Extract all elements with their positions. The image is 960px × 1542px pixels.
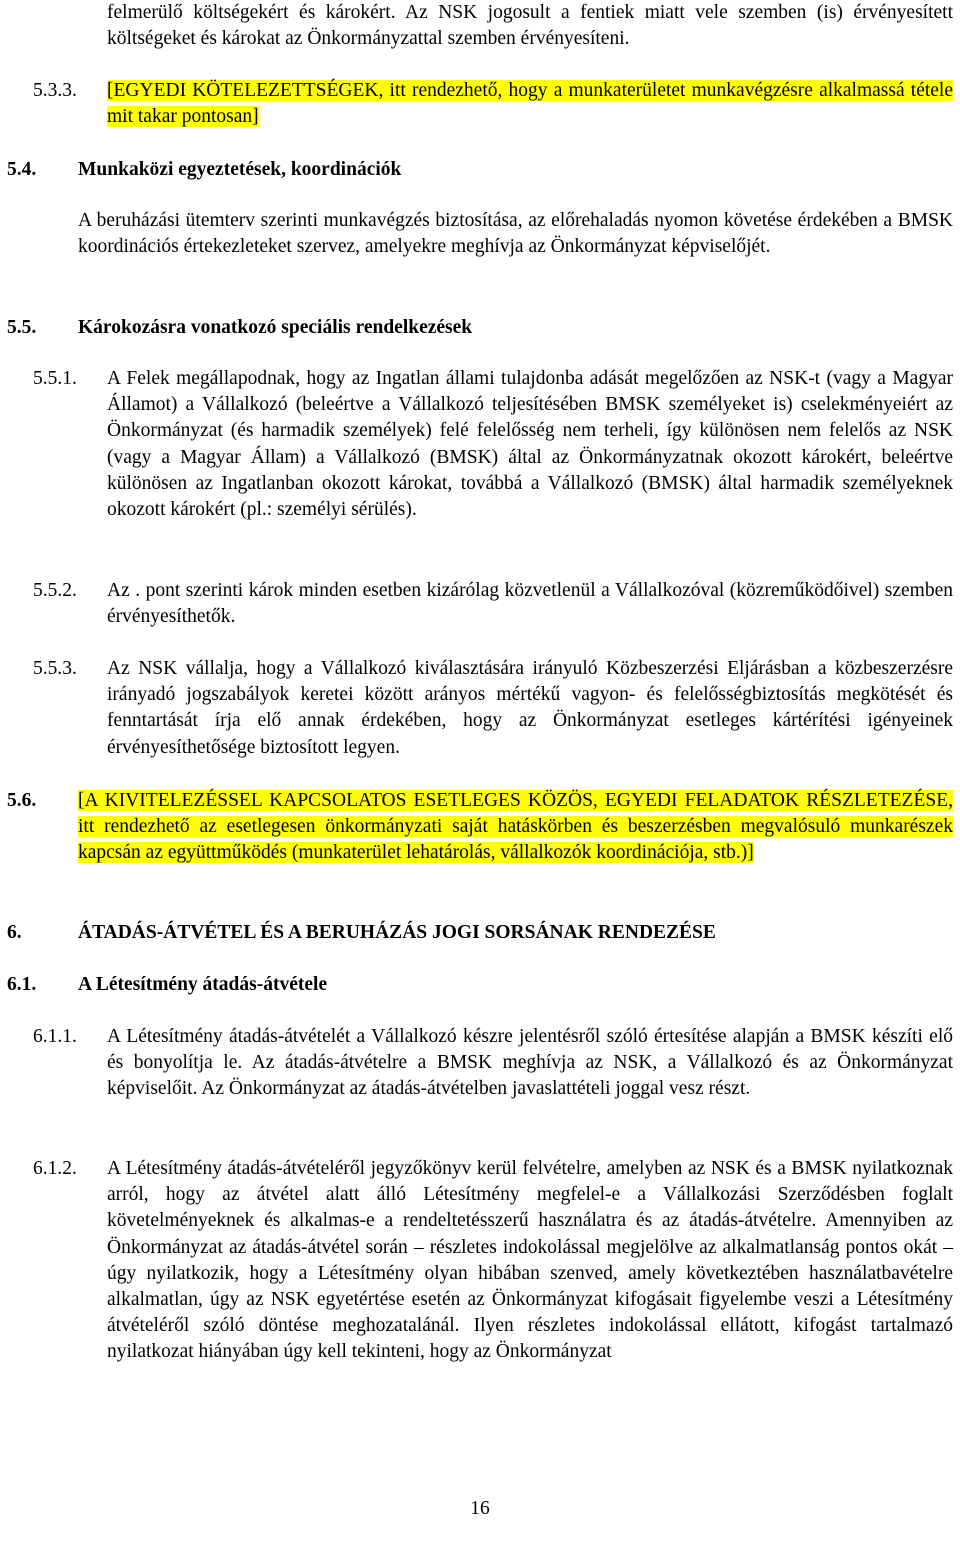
- section-heading-5-5: Károkozásra vonatkozó speciális rendelkezések: [78, 317, 473, 338]
- section-number-5-4: 5.4.: [7, 159, 37, 180]
- section-5-5-3-text: Az NSK vállalja, hogy a Vállalkozó kiválasztására irányuló Közbeszerzési Eljárásban a közbeszerzésre irányadó jogszabályok keretei között arányos mértékű vagyon- és felelősségbiztosítás megkötését és fenntartását írja elő annak érdekében, hogy az Önkormányzat esetleges kártérítési igényeinek érvényesíthetősége biztosított legyen.: [107, 658, 953, 758]
- section-5-5-2-text: Az . pont szerinti károk minden esetben kizárólag közvetlenül a Vállalkozóval (közreműködőivel) szemben érvényesíthetők.: [107, 580, 953, 628]
- section-5-4-body: A beruházási ütemterv szerinti munkavégzés biztosítása, az előrehaladás nyomon követése érdekében a BMSK koordinációs értekezleteket szervez, amelyekre meghívja az Önkormányzat képviselőjét.: [78, 210, 953, 258]
- section-number-6: 6.: [7, 922, 22, 943]
- section-number-6-1: 6.1.: [7, 974, 37, 995]
- section-heading-6-1: A Létesítmény átadás-átvétele: [78, 974, 328, 995]
- section-5-5-1-text: A Felek megállapodnak, hogy az Ingatlan állami tulajdonba adását megelőzően az NSK-t (vagy a Magyar Államot) a Vállalkozó (beleértve a Vállalkozó teljesítésében BMSK személyeket is) cselekményeiért az Önkormányzat (és harmadik személyek) felé felelősség nem terheli, így különösen nem felelős az NSK (vagy a Magyar Állam) a Vállalkozó (BMSK) által az Önkormányzatnak okozott károkért, beleértve különösen az Ingatlanban okozott károkat, továbbá a Vállalkozó (BMSK) által harmadik személyeknek okozott károkért (pl.: személyi sérülés).: [107, 368, 953, 521]
- section-number-6-1-1: 6.1.1.: [33, 1026, 77, 1047]
- section-number-5-5: 5.5.: [7, 317, 37, 338]
- section-heading-5-4: Munkaközi egyeztetések, koordinációk: [78, 159, 402, 180]
- section-number-5-5-1: 5.5.1.: [33, 368, 77, 389]
- section-number-5-5-3: 5.5.3.: [33, 658, 77, 679]
- chapter-heading-6: ÁTADÁS-ÁTVÉTEL ÉS A BERUHÁZÁS JOGI SORSÁNAK RENDEZÉSE: [78, 922, 716, 943]
- section-5-3-3-text: [107, 78, 953, 130]
- section-number-5-3-3: 5.3.3.: [33, 80, 77, 101]
- highlighted-placeholder: [A KIVITELEZÉSSEL KAPCSOLATOS ESETLEGES KÖZÖS, EGYEDI FELADATOK RÉSZLETEZÉSE, itt rendezhető az esetlegesen önkormányzati saját hatáskörben és beszerzésben megvalósuló munkarészek kapcsán az együttműködés (munkaterület lehatárolás, vállalkozók koordinációja, stb.)]: [78, 790, 953, 864]
- section-number-5-5-2: 5.5.2.: [33, 580, 77, 601]
- highlighted-placeholder: [EGYEDI KÖTELEZETTSÉGEK, itt rendezhető, hogy a munkaterületet munkavégzésre alkalmassá tétele mit takar pontosan]: [107, 80, 953, 128]
- page-number: 16: [470, 1498, 490, 1519]
- section-6-1-1-text: A Létesítmény átadás-átvételét a Vállalkozó készre jelentésről szóló értesítése alapján a BMSK készíti elő és bonyolítja le. Az átadás-átvételre a BMSK meghívja az NSK, a Vállalkozó és az Önkormányzat képviselőit. Az Önkormányzat az átadás-átvételben javaslattételi joggal vesz részt.: [107, 1026, 953, 1100]
- section-number-5-6: 5.6.: [7, 790, 37, 811]
- section-number-6-1-2: 6.1.2.: [33, 1158, 77, 1179]
- section-6-1-2-text: A Létesítmény átadás-átvételéről jegyzőkönyv kerül felvételre, amelyben az NSK és a BMSK nyilatkoznak arról, hogy az átvétel alatt álló Létesítmény megfelel-e a Vállalkozási Szerződésben foglalt követelményeknek és alkalmas-e a rendeltetésszerű használatra és az átadás-átvételre. Amennyiben az Önkormányzat az átadás-átvétel során – részletes indokolással megjelölve az alkalmatlanság pontos okát – úgy nyilatkozik, hogy a Létesítmény olyan hibában szenved, amely következtében használatbavételre alkalmatlan, úgy az NSK egyetértése esetén az Önkormányzat kifogásait figyelembe veszi a Létesítmény átvételéről szóló döntése meghozatalánál. Ilyen részletes indokolással ellátott, kifogást tartalmazó nyilatkozat hiányában úgy kell tekinteni, hogy az Önkormányzat: [107, 1158, 953, 1363]
- section-5-6-text: [78, 788, 953, 867]
- continuation-paragraph: felmerülő költségekért és károkért. Az NSK jogosult a fentiek miatt vele szemben (is) érvényesített költségeket és károkat az Önkormányzattal szemben érvényesíteni.: [107, 2, 953, 50]
